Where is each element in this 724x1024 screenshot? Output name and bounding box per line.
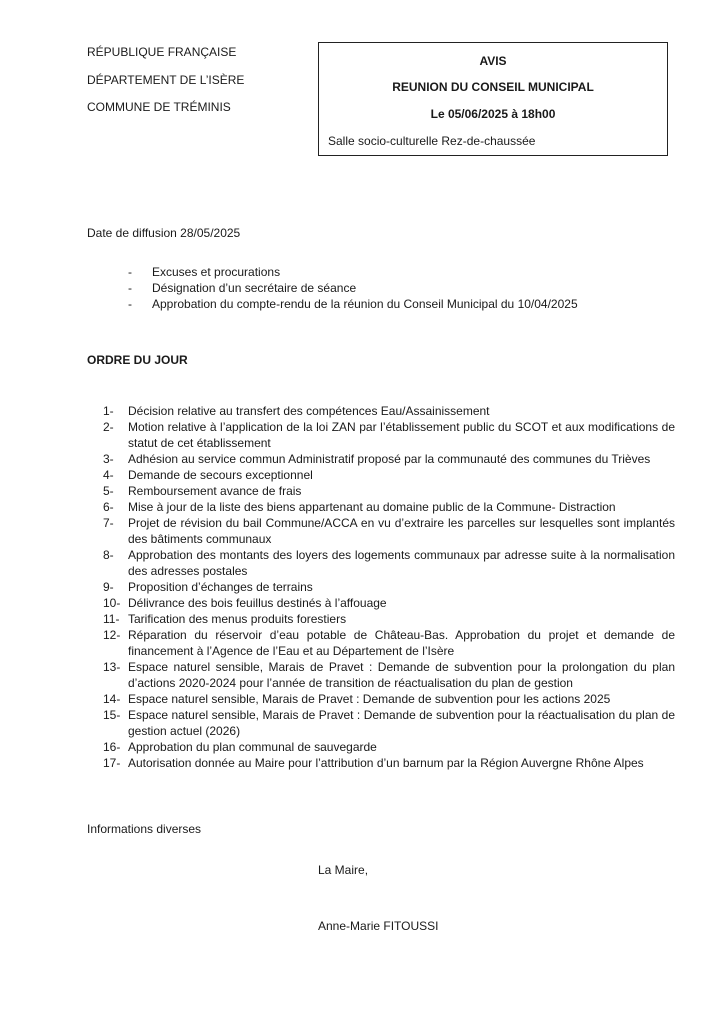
agenda-item: [103, 451, 675, 467]
agenda-item-text: Demande de secours exceptionnel: [128, 468, 313, 482]
agenda-title: ORDRE DU JOUR: [87, 353, 188, 367]
agenda-item-text: Projet de révision du bail Commune/ACCA en vu d’extraire les parcelles sur lesquelles sont implantés des bâtiments communaux: [128, 516, 675, 546]
agenda-item: [103, 467, 675, 483]
header-commune: COMMUNE DE TRÉMINIS: [87, 100, 231, 114]
agenda-item-text: Décision relative au transfert des compétences Eau/Assainissement: [128, 404, 490, 418]
dash-marker: -: [128, 281, 132, 295]
agenda-item: [103, 707, 675, 739]
agenda-item-text: Motion relative à l’application de la loi ZAN par l’établissement public du SCOT et aux modifications de statut de cet établissement: [128, 420, 675, 450]
agenda-item-text: Mise à jour de la liste des biens appartenant au domaine public de la Commune- Distraction: [128, 500, 616, 514]
notice-box: [318, 42, 668, 156]
dash-marker: -: [128, 265, 132, 279]
signature-name: Anne-Marie FITOUSSI: [318, 919, 439, 933]
agenda-item-number: 14-: [103, 692, 121, 706]
agenda-item-number: 10-: [103, 596, 121, 610]
agenda-item-number: 2-: [103, 420, 114, 434]
notice-location: Salle socio-culturelle Rez-de-chaussée: [328, 134, 536, 148]
agenda-item: [103, 691, 675, 707]
agenda-item-number: 4-: [103, 468, 114, 482]
misc-info: Informations diverses: [87, 822, 202, 836]
agenda-item: [103, 483, 675, 499]
dash-marker: -: [128, 297, 132, 311]
agenda-item-text: Adhésion au service commun Administratif proposé par la communauté des communes du Trièves: [128, 452, 651, 466]
agenda-item-text: Autorisation donnée au Maire pour l’attribution d’un barnum par la Région Auvergne Rhône Alpes: [128, 756, 644, 770]
agenda-item: [103, 499, 675, 515]
agenda-item-number: 15-: [103, 708, 121, 722]
agenda-item-number: 7-: [103, 516, 114, 530]
agenda-item: [103, 515, 675, 547]
agenda-item-text: Espace naturel sensible, Marais de Pravet : Demande de subvention pour les actions 2025: [128, 692, 611, 706]
header-republique: RÉPUBLIQUE FRANÇAISE: [87, 45, 237, 59]
agenda-item: [103, 547, 675, 579]
agenda-item-number: 11-: [103, 612, 120, 626]
diffusion-date: Date de diffusion 28/05/2025: [87, 226, 241, 240]
agenda-item-text: Délivrance des bois feuillus destinés à l’affouage: [128, 596, 387, 610]
agenda-item-number: 1-: [103, 404, 114, 418]
agenda-item: [103, 403, 675, 419]
agenda-item-number: 8-: [103, 548, 114, 562]
agenda-item: [103, 659, 675, 691]
prelim-item: [128, 296, 578, 312]
agenda-item-text: Espace naturel sensible, Marais de Pravet : Demande de subvention pour la prolongation du plan d’actions 2020-2024 pour l’année de transition de réactualisation du plan de gestion: [128, 660, 675, 690]
notice-title: AVIS: [479, 54, 507, 68]
prelim-item-text: Désignation d’un secrétaire de séance: [152, 281, 357, 295]
agenda-item-text: Approbation du plan communal de sauvegarde: [128, 740, 377, 754]
agenda-item-text: Remboursement avance de frais: [128, 484, 302, 498]
agenda-item: [103, 611, 675, 627]
agenda-item: [103, 755, 675, 771]
prelim-item: [128, 280, 356, 296]
agenda-item-number: 17-: [103, 756, 121, 770]
agenda-item-number: 16-: [103, 740, 121, 754]
agenda-list: [103, 403, 675, 771]
agenda-item-text: Proposition d’échanges de terrains: [128, 580, 313, 594]
agenda-item-number: 13-: [103, 660, 121, 674]
agenda-item-number: 6-: [103, 500, 114, 514]
agenda-item: [103, 595, 675, 611]
agenda-item-text: Espace naturel sensible, Marais de Pravet : Demande de subvention pour la réactualisation du plan de gestion actuel (2026): [128, 708, 675, 738]
prelim-item: [128, 264, 280, 280]
agenda-item-text: Tarification des menus produits forestiers: [128, 612, 347, 626]
prelim-item-text: Approbation du compte-rendu de la réunion du Conseil Municipal du 10/04/2025: [152, 297, 578, 311]
notice-date-time: Le 05/06/2025 à 18h00: [430, 107, 556, 121]
agenda-item-number: 9-: [103, 580, 114, 594]
agenda-item: [103, 419, 675, 451]
agenda-item-text: Approbation des montants des loyers des logements communaux par adresse suite à la normalisation des adresses postales: [128, 548, 675, 578]
agenda-item-number: 12-: [103, 628, 121, 642]
agenda-item-number: 5-: [103, 484, 114, 498]
agenda-item-text: Réparation du réservoir d’eau potable de Château-Bas. Approbation du projet et demande de financement à l’Agence de l’Eau et au Département de l’Isère: [128, 628, 675, 658]
agenda-item: [103, 579, 675, 595]
notice-meeting: REUNION DU CONSEIL MUNICIPAL: [392, 80, 594, 94]
agenda-item: [103, 739, 675, 755]
signature-role: La Maire,: [318, 863, 369, 877]
agenda-item-number: 3-: [103, 452, 114, 466]
header-departement: DÉPARTEMENT DE L’ISÈRE: [87, 73, 245, 87]
agenda-item: [103, 627, 675, 659]
prelim-item-text: Excuses et procurations: [152, 265, 281, 279]
